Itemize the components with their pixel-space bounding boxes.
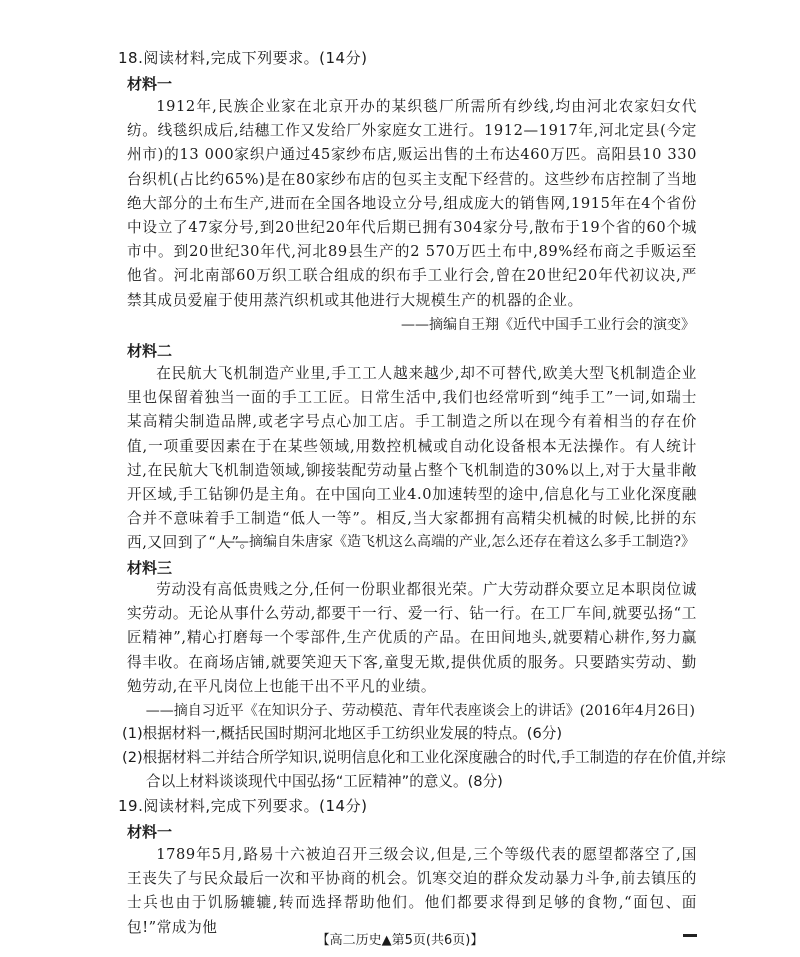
- question-19-title: 19.阅读材料,完成下列要求。(14分): [118, 797, 368, 815]
- q18-material-3-heading: 材料三: [127, 559, 173, 577]
- q18-question-1: (1)根据材料一,概括民国时期河北地区手工纺织业发展的特点。(6分): [122, 725, 563, 742]
- q18-material-1-heading: 材料一: [127, 75, 173, 93]
- question-18-title: 18.阅读材料,完成下列要求。(14分): [118, 49, 368, 67]
- page-footer: 【高二历史▲第5页(共6页)】: [316, 933, 484, 948]
- q18-question-2: (2)根据材料二并结合所学知识,说明信息化和工业化深度融合的时代,手工制造的存在价值,并综合以上材料谈谈现代中国弘扬“工匠精神”的意义。(8分): [122, 749, 726, 790]
- q18-material-3-text: 劳动没有高低贵贱之分,任何一份职业都很光荣。广大劳动群众要立足本职岗位诚实劳动。无论从事什么劳动,都要干一行、爱一行、钻一行。在工厂车间,就要弘扬“工匠精神”,精心打磨每一个零部件,生产优质的产品。在田间地头,就要精心耕作,努力赢得丰收。在商场店铺,就要笑迎天下客,童叟无欺,提供优质的服务。只要踏实劳动、勤勉劳动,在平凡岗位上也能干出不平凡的业绩。: [127, 581, 697, 695]
- q18-material-2-heading: 材料二: [127, 342, 173, 360]
- q19-material-1-heading: 材料一: [127, 823, 173, 841]
- q18-material-2-text: 在民航大飞机制造产业里,手工工人越来越少,却不可替代,欧美大型飞机制造企业里也保留着独当一面的手工工匠。日常生活中,我们也经常听到“纯手工”一词,如瑞士某高精尖制造品牌,或老字号点心加工店。手工制造之所以在现今有着相当的存在价值,一项重要因素在于在某些领域,用数控机械或自动化设备根本无法操作。有人统计过,在民航大飞机制造领域,铆接装配劳动量占整个飞机制造的30%以上,对于大量非敞开区域,手工钻铆仍是主角。在中国向工业4.0加速转型的途中,信息化与工业化深度融合并不意味着手工制造“低人一等”。相反,当大家都拥有高精尖机械的时候,比拼的东西,又回到了“人”。: [127, 365, 697, 552]
- q18-material-1-source: ——摘编自王翔《近代中国手工业行会的演变》: [401, 317, 695, 333]
- q18-material-1-text: 1912年,民族企业家在北京开办的某织毯厂所需所有纱线,均由河北农家妇女代纺。线毯织成后,结穗工作又发给厂外家庭女工进行。1912—1917年,河北定县(今定州市)的13 000家织户通过45家纱布店,贩运出售的土布达460万匹。高阳县10 330台织机(占比约65%)是在80家纱布店的包买主支配下经营的。这些纱布店控制了当地绝大部分的土布生产,进而在全国各地设立分号,组成庞大的销售网,1915年在4个省份中设立了47家分号,到20世纪20年代后期已拥有304家分号,散布于19个省的60个城市中。到20世纪30年代,河北89县生产的2 570万匹土布中,89%经布商之手贩运至他省。河北南部60万织工联合组成的织布手工业行会,曾在20世纪20年代初议决,严禁其成员爱雇于使用蒸汽织机或其他进行大规模生产的机器的企业。: [127, 98, 697, 309]
- q19-material-1-text: 1789年5月,路易十六被迫召开三级会议,但是,三个等级代表的愿望都落空了,国王丧失了与民众最后一次和平协商的机会。饥寒交迫的群众发动暴力斗争,前去镇压的士兵也由于饥肠辘辘,转而选择帮助他们。他们都要求得到足够的食物,“面包、面包!”常成为他: [127, 846, 697, 936]
- corner-mark: [683, 934, 697, 937]
- q18-material-3-source: ——摘自习近平《在知识分子、劳动模范、青年代表座谈会上的讲话》(2016年4月26日): [145, 703, 695, 719]
- q18-material-2-source: ——摘编自朱唐家《造飞机这么高端的产业,怎么还存在着这么多手工制造?》: [221, 534, 695, 550]
